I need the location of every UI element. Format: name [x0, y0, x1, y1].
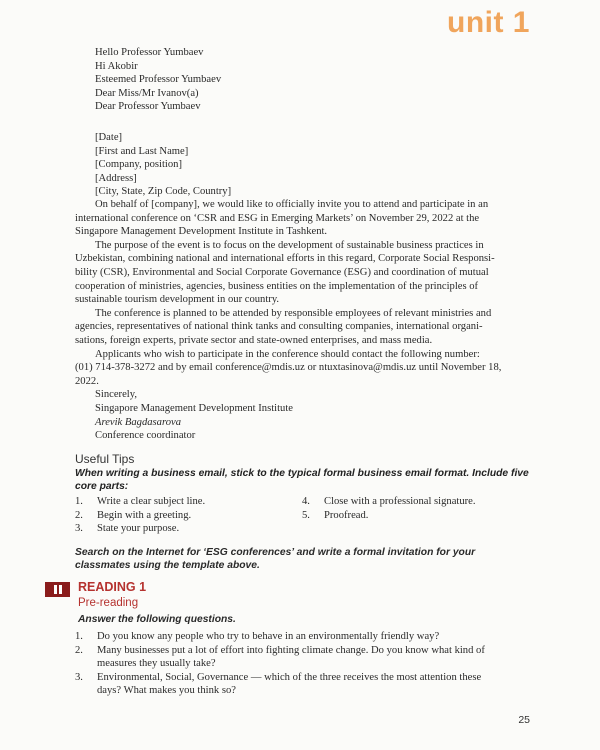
tips-list-left: [75, 495, 205, 536]
body-line: Singapore Management Development Institute in Tashkent.: [75, 226, 328, 238]
signoff-org: Singapore Management Development Institute: [95, 402, 293, 414]
question-item: 1. Do you know any people who try to behave in an environmentally friendly way?: [75, 631, 440, 642]
body-line: cooperation of ministries, agencies, business entities on the implementation of the principles of: [75, 280, 479, 292]
letter-body: [75, 198, 530, 443]
body-line: agencies, representatives of national think tanks and consulting companies, international organi-: [75, 321, 483, 333]
greeting-line: Hello Professor Yumbaev: [95, 47, 204, 58]
question-item: 3. Environmental, Social, Governance — which of the three receives the most attention these days? What makes you think so?: [75, 671, 482, 697]
list-item: 1. Write a clear subject line.: [75, 496, 206, 507]
closing-line: Sincerely,: [95, 389, 137, 401]
body-line: The conference is planned to be attended by responsible employees of relevant ministries and: [95, 307, 492, 319]
signoff-name: Arevik Bagdasarova: [95, 416, 182, 428]
section-marker-icon: [45, 582, 70, 597]
tips-instruction-line: core parts:: [75, 481, 129, 492]
reading-title: READING 1: [78, 580, 147, 594]
task-line: classmates using the template above.: [75, 560, 260, 571]
body-line: Applicants who wish to participate in the conference should contact the following number:: [95, 348, 480, 360]
reading-instruction: Answer the following questions.: [78, 614, 236, 625]
address-line: [First and Last Name]: [95, 145, 189, 157]
tips-instruction-line: When writing a business email, stick to the typical formal business email format. Include five: [75, 468, 529, 479]
question-list: [75, 630, 530, 698]
list-item: 5. Proofread.: [302, 509, 369, 521]
tips-instruction: [75, 467, 530, 493]
tips-title: Useful Tips: [75, 452, 135, 466]
body-line: The purpose of the event is to focus on the development of sustainable business practices in: [95, 239, 484, 251]
tips-list-right: [302, 495, 476, 522]
page-number: 25: [518, 714, 530, 726]
list-item: 2. Begin with a greeting.: [75, 509, 192, 521]
greeting-line: Dear Professor Yumbaev: [95, 101, 201, 113]
reading-subtitle: Pre-reading: [78, 597, 139, 609]
body-line: Uzbekistan, combining national and international efforts in this regard, Corporate Social Responsi-: [75, 253, 495, 265]
signoff-role: Conference coordinator: [95, 430, 196, 442]
body-line: 2022.: [75, 375, 99, 387]
unit-title: unit 1: [447, 6, 530, 39]
greeting-line: Hi Akobir: [95, 60, 138, 72]
address-block: [75, 131, 530, 199]
greeting-line: Dear Miss/Mr Ivanov(a): [95, 87, 199, 99]
task-instruction: [75, 546, 530, 572]
question-item: 2. Many businesses put a lot of effort into fighting climate change. Do you know what kind of measures they usually take?: [75, 644, 485, 670]
task-line: Search on the Internet for ‘ESG conferences’ and write a formal invitation for your: [75, 547, 476, 558]
body-line: sustainable tourism development in our country.: [75, 294, 280, 306]
body-line: (01) 714-378-3272 and by email conference@mdis.uz or ntuxtasinova@mdis.uz until November 18,: [75, 362, 502, 374]
address-line: [Address]: [95, 172, 137, 184]
list-item: 4. Close with a professional signature.: [302, 496, 476, 507]
body-line: sations, foreign experts, private sector and state-owned enterprises, and mass media.: [75, 334, 433, 346]
address-line: [City, State, Zip Code, Country]: [95, 186, 232, 198]
list-item: 3. State your purpose.: [75, 523, 180, 534]
address-line: [Date]: [95, 132, 123, 143]
body-line: bility (CSR), Environmental and Social Corporate Governance (ESG) and coordination of mutual: [75, 266, 489, 278]
greetings-list: [75, 46, 530, 114]
address-line: [Company, position]: [95, 159, 182, 171]
body-line: international conference on ‘CSR and ESG in Emerging Markets’ on November 29, 2022 at the: [75, 212, 480, 224]
body-line: On behalf of [company], we would like to officially invite you to attend and participate in an: [95, 199, 489, 210]
greeting-line: Esteemed Professor Yumbaev: [95, 74, 222, 86]
